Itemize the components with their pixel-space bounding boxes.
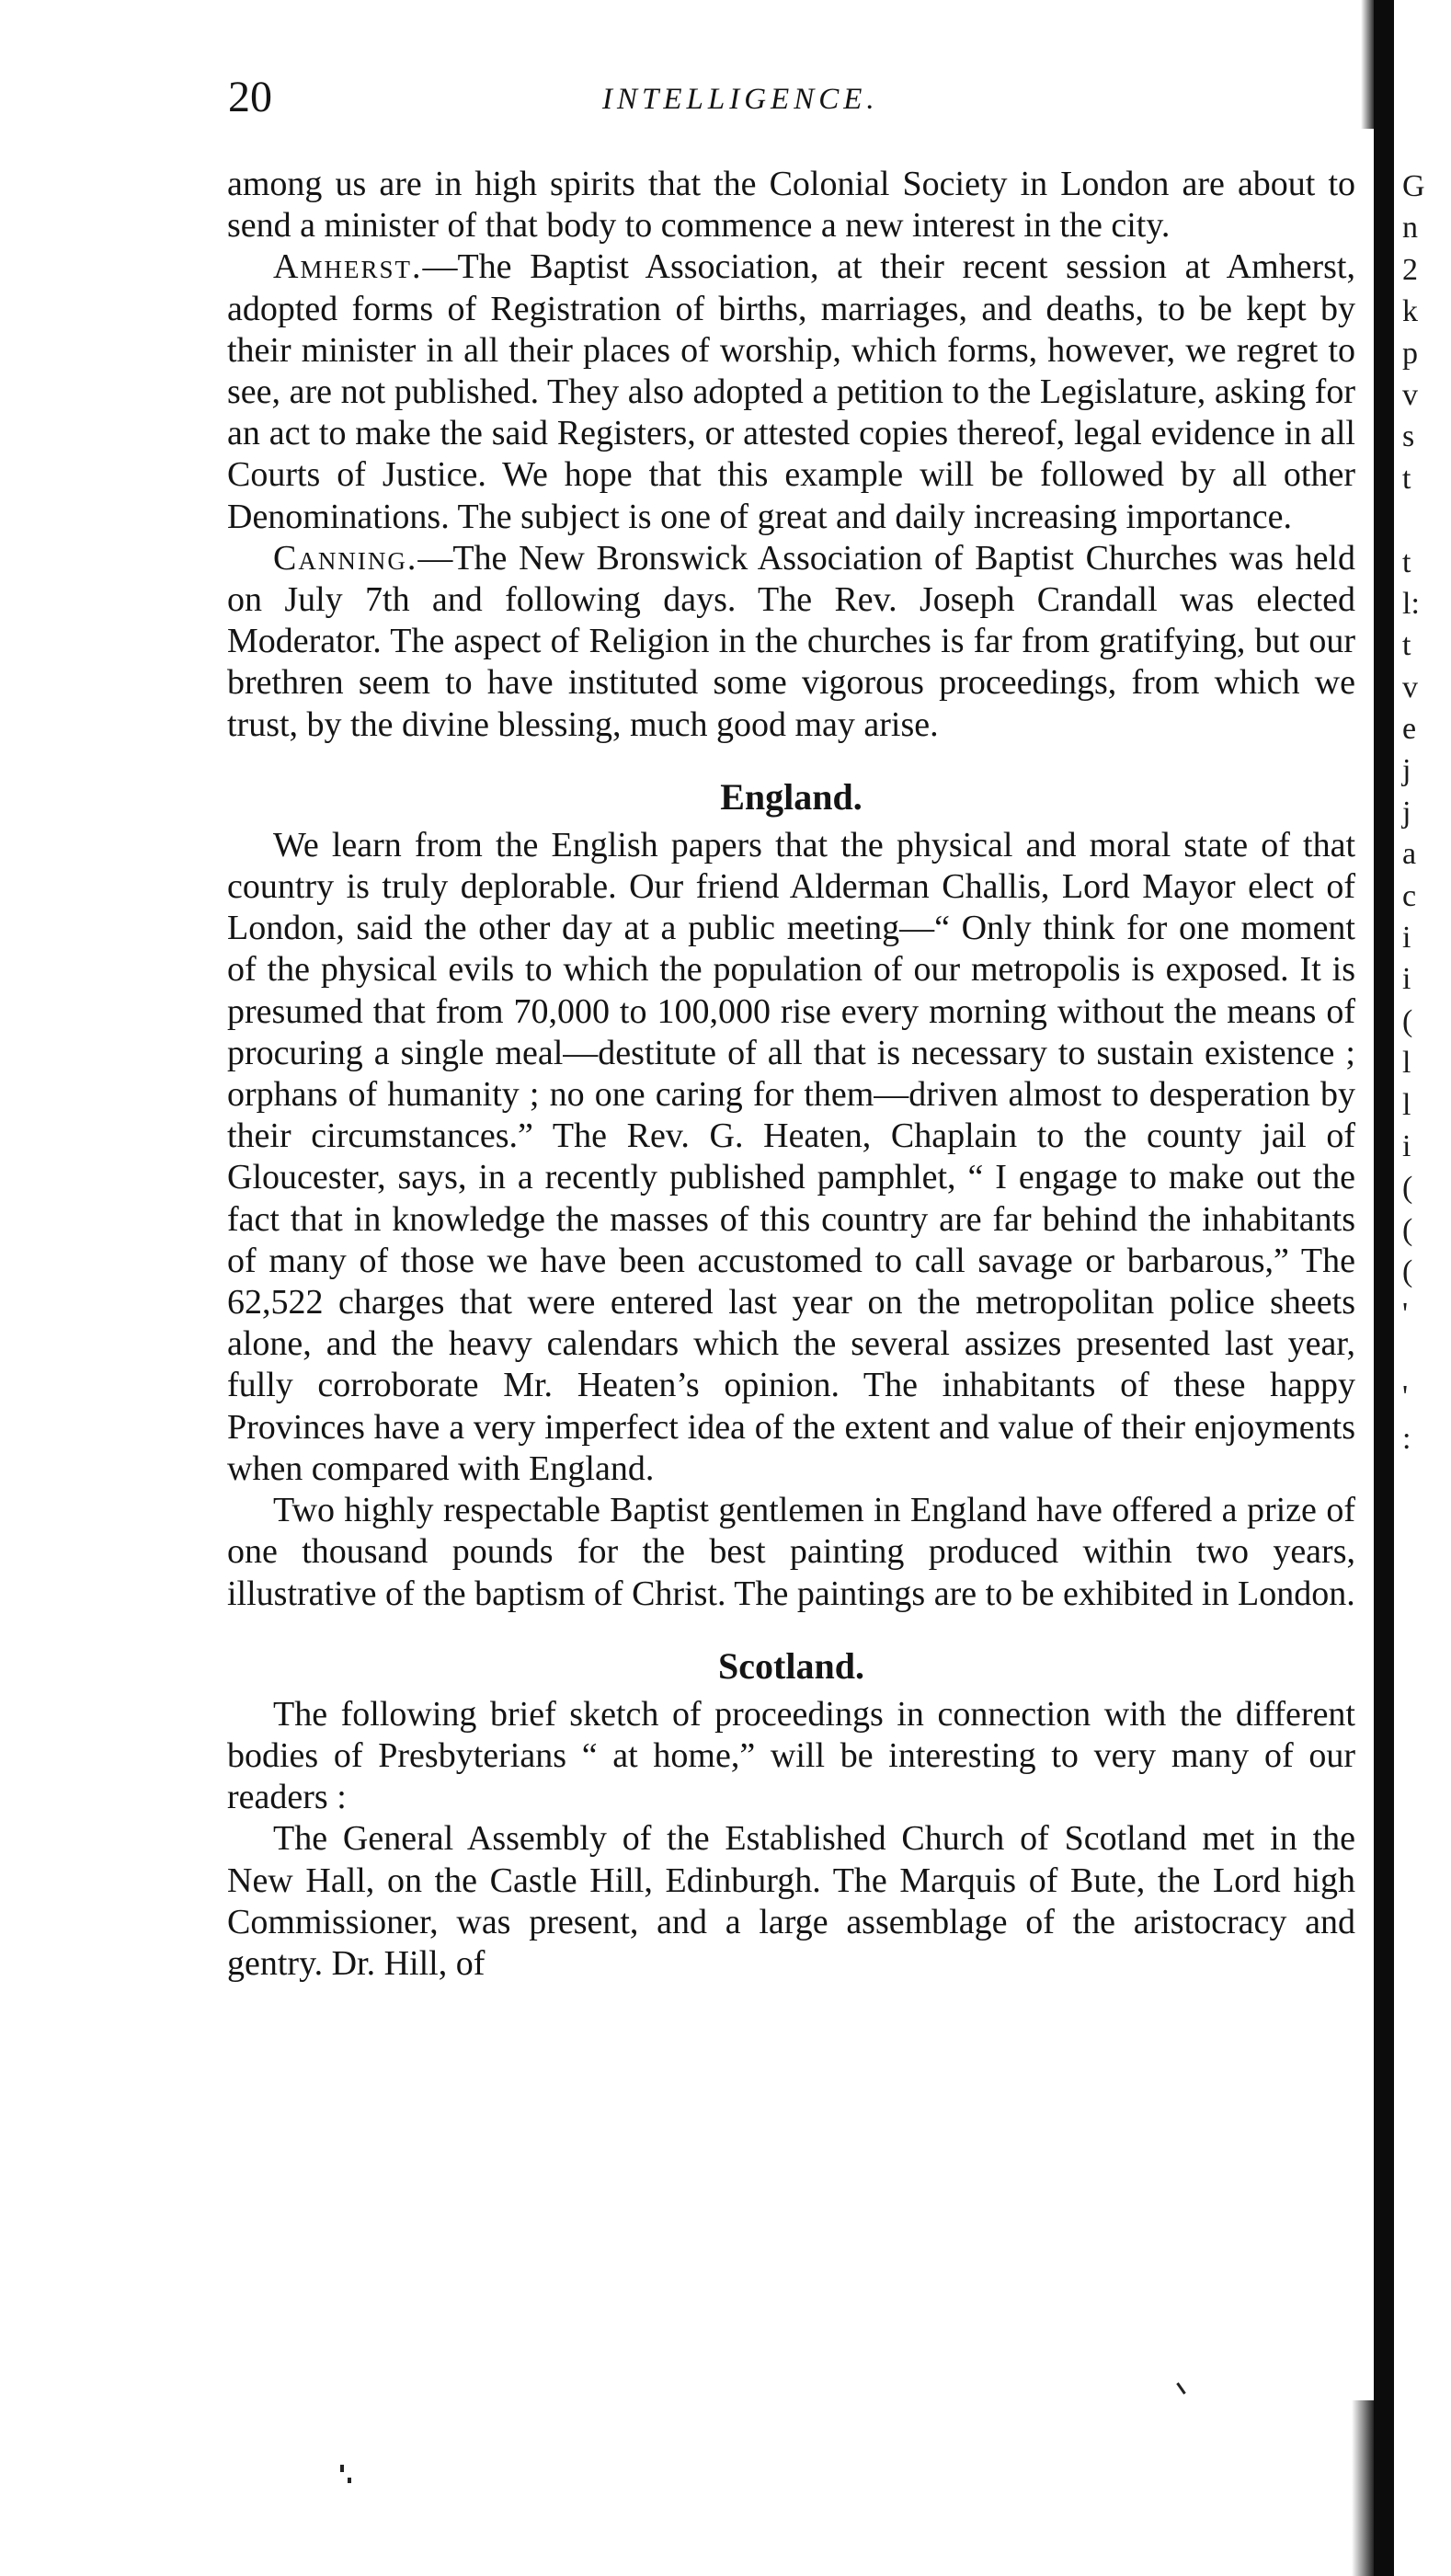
scotland-paragraph-1: The following brief sketch of proceedings in connection with the different bodies of Presbyterians “ at home,” will be interesting to very many of our readers : bbox=[227, 1694, 1355, 1817]
continuation-paragraph: among us are in high spirits that the Colonial Society in London are about to send a minister of that body to commence a new interest in the city. bbox=[227, 165, 1355, 246]
binding-gutter-shadow bbox=[1374, 0, 1394, 2576]
scotland-heading: Scotland. bbox=[718, 1644, 864, 1687]
england-paragraph-1: We learn from the English papers that the physical and moral state of that country is truly deplorable. Our friend Alderman Challis, Lord Mayor elect of London, said the other day at a public meeting—“ Only think for one moment of the physical evils to which the population of our metropolis is exposed. It is presumed that from 70,000 to 100,000 rise every morning without the means of procuring a single meal—destitute of all that is necessary to sustain existence ; orphans of humanity ; no one caring for them—driven almost to desperation by their circumstances.” The Rev. G. Heaten, Chaplain to the county jail of Gloucester, says, in a recently published pamphlet, “ I engage to make out the fact that in knowledge the masses of this country are far behind the inhabitants of many of those we have been accustomed to call savage or barbarous,” The 62,522 charges that were entered last year on the metropolitan police sheets alone, and the heavy calendars which the several assizes presented last year, fully corroborate Mr. Heaten’s opinion. The inhabitants of these happy Provinces have a very imperfect idea of the extent and value of their enjoyments when compared with England. bbox=[227, 825, 1355, 1488]
facing-page-fragment: ( bbox=[1402, 1171, 1413, 1206]
ink-speck bbox=[348, 2478, 351, 2483]
facing-page-fragment: p bbox=[1402, 336, 1418, 371]
facing-page-fragment: v bbox=[1402, 670, 1418, 704]
facing-page-fragment: i bbox=[1402, 921, 1411, 956]
canning-paragraph bbox=[227, 538, 1355, 746]
facing-page-fragment: 2 bbox=[1402, 252, 1418, 287]
england-paragraph-2: Two highly respectable Baptist gentlemen in England have offered a prize of one thousand pounds for the best painting produced within two years, illustrative of the baptism of Christ. The paintings are to be exhibited in London. bbox=[227, 1491, 1355, 1613]
facing-page-fragment: j bbox=[1402, 795, 1411, 830]
facing-page-fragment: n bbox=[1402, 211, 1418, 246]
binding-shadow-bottom bbox=[1352, 2400, 1374, 2576]
facing-page-fragment: ( bbox=[1402, 1212, 1413, 1247]
binding-shadow-top bbox=[1361, 0, 1374, 129]
facing-page-fragment: ( bbox=[1402, 1003, 1413, 1038]
article-body bbox=[227, 164, 1355, 1985]
page-number: 20 bbox=[228, 73, 272, 121]
facing-page-fragment: ( bbox=[1402, 1254, 1413, 1289]
amherst-paragraph bbox=[227, 246, 1355, 537]
facing-page-fragments bbox=[1402, 166, 1444, 1460]
facing-page-fragment: a bbox=[1402, 837, 1417, 872]
amherst-place-name: Amherst. bbox=[273, 247, 423, 287]
facing-page-fragment: e bbox=[1402, 712, 1417, 747]
facing-page-fragment bbox=[1402, 1334, 1444, 1376]
facing-page-fragment: t bbox=[1402, 628, 1411, 663]
ink-speck bbox=[340, 2465, 344, 2472]
canning-place-name: Canning. bbox=[273, 538, 418, 578]
facing-page-fragment: ' bbox=[1402, 1380, 1409, 1414]
facing-page-fragment: t bbox=[1402, 461, 1411, 496]
scotland-paragraph-2: The General Assembly of the Established Church of Scotland met in the New Hall, on the Castle Hill, Edinburgh. The Marquis of Bute, the Lord high Commissioner, was present, and a large assemblage of the aristocracy and gentry. Dr. Hill, of bbox=[227, 1819, 1355, 1983]
facing-page-fragment: G bbox=[1402, 169, 1425, 203]
running-title: INTELLIGENCE. bbox=[602, 83, 879, 116]
facing-page-fragment: ' bbox=[1402, 1296, 1409, 1331]
england-heading: England. bbox=[720, 775, 863, 818]
facing-page-fragment: t bbox=[1402, 544, 1411, 579]
facing-page-fragment: i bbox=[1402, 1128, 1411, 1163]
amherst-text: —The Baptist Association, at their recent session at Amherst, adopted forms of Registration of births, marriages, and deaths, to be kept by their minister in all their places of worship, which forms, however, we regret to see, are not published. They also adopted a petition to the Legislature, asking for an act to make the said Registers, or attested copies thereof, legal evidence in all Courts of Justice. We hope that this example will be followed by all other Denominations. The subject is one of great and daily increasing importance. bbox=[227, 247, 1355, 536]
facing-page-fragment: k bbox=[1402, 294, 1418, 329]
facing-page-fragment bbox=[1402, 499, 1444, 541]
facing-page-fragment: j bbox=[1402, 753, 1411, 788]
facing-page-fragment: v bbox=[1402, 377, 1418, 412]
canning-text: —The New Bronswick Association of Baptist Churches was held on July 7th and following days. The Rev. Joseph Crandall was elected Moderator. The aspect of Religion in the churches is far from gratifying, but our brethren seem to have instituted some vigorous proceedings, from which we trust, by the divine blessing, much good may arise. bbox=[227, 538, 1355, 744]
facing-page-fragment: l bbox=[1402, 1087, 1411, 1122]
facing-page-fragment: : bbox=[1402, 1421, 1411, 1456]
facing-page-fragment: s bbox=[1402, 419, 1415, 454]
ink-speck bbox=[1176, 2382, 1185, 2394]
facing-page-fragment: l: bbox=[1402, 586, 1420, 621]
facing-page-fragment: c bbox=[1402, 878, 1417, 913]
facing-page-fragment: l bbox=[1402, 1046, 1411, 1081]
facing-page-fragment: i bbox=[1402, 962, 1411, 997]
